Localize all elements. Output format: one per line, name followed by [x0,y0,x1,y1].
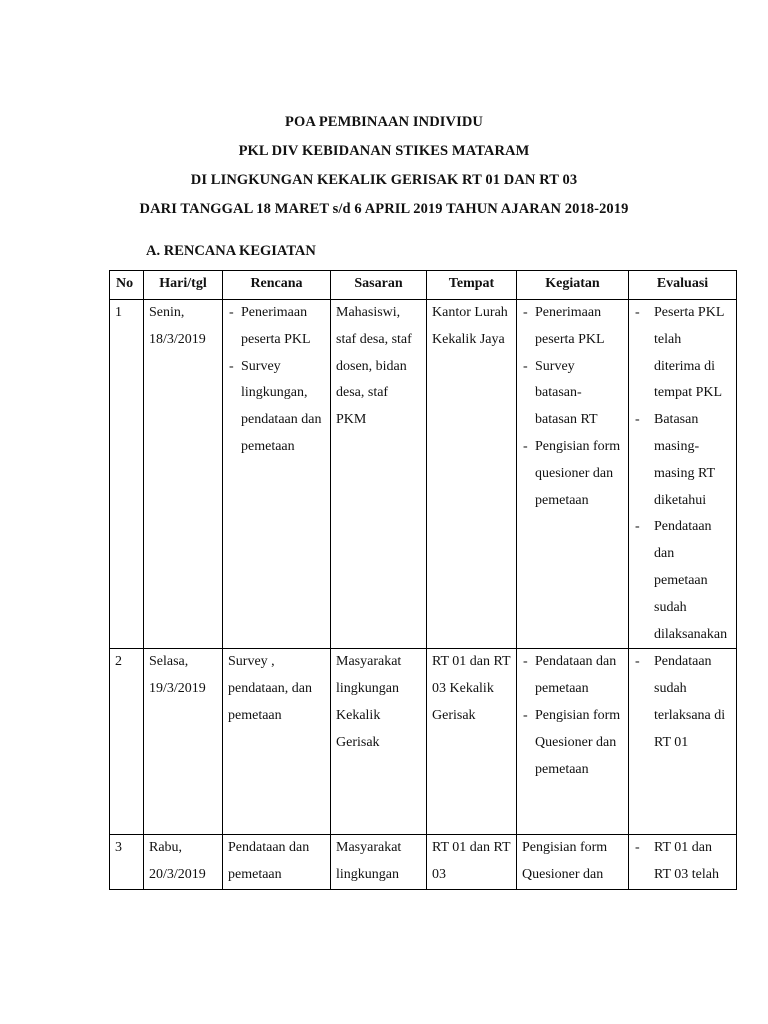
section-heading: A. RENCANA KEGIATAN [146,243,316,259]
cell-evaluasi [629,835,737,890]
cell-hari: Senin, 18/3/2019 [144,300,223,649]
cell-tempat: RT 01 dan RT 03 [427,835,517,890]
activity-plan-table [109,270,737,890]
header-tempat: Tempat [427,271,517,300]
list-item: - Penerimaan peserta PKL [228,300,325,354]
title-line-4: DARI TANGGAL 18 MARET s/d 6 APRIL 2019 TAHUN AJARAN 2018-2019 [139,201,629,217]
table-row [110,649,737,835]
cell-rencana [223,300,331,649]
list-item: - Survey batasan-batasan RT [522,354,623,434]
header-rencana: Rencana [223,271,331,300]
list-item: - Pendataan dan pemetaan [522,649,623,703]
document-title-block [0,108,768,224]
cell-evaluasi [629,300,737,649]
cell-kegiatan [517,649,629,835]
cell-no: 2 [110,649,144,835]
list-item: - RT 01 dan RT 03 telah [634,835,731,889]
header-evaluasi: Evaluasi [629,271,737,300]
cell-sasaran: Masyarakat lingkungan Kekalik Gerisak [331,649,427,835]
list-item: - Survey lingkungan, pendataan dan pemetaan [228,354,325,461]
list-item: - Pendataan dan pemetaan sudah dilaksanakan [634,514,731,648]
list-item: - Pengisian form quesioner dan pemetaan [522,434,623,514]
cell-kegiatan: Pengisian form Quesioner dan [517,835,629,890]
title-line-2: PKL DIV KEBIDANAN STIKES MATARAM [238,143,530,159]
cell-sasaran: Mahasiswi, staf desa, staf dosen, bidan desa, staf PKM [331,300,427,649]
list-item: - Penerimaan peserta PKL [522,300,623,354]
cell-no: 1 [110,300,144,649]
cell-rencana: Survey , pendataan, dan pemetaan [223,649,331,835]
cell-tempat: RT 01 dan RT 03 Kekalik Gerisak [427,649,517,835]
list-item: - Pendataan sudah terlaksana di RT 01 [634,649,731,756]
cell-rencana: Pendataan dan pemetaan [223,835,331,890]
cell-hari: Selasa, 19/3/2019 [144,649,223,835]
table-header-row [110,271,737,300]
table-row [110,300,737,649]
cell-tempat: Kantor Lurah Kekalik Jaya [427,300,517,649]
table-row [110,835,737,890]
cell-evaluasi [629,649,737,835]
cell-no: 3 [110,835,144,890]
list-item: - Pengisian form Quesioner dan pemetaan [522,703,623,783]
header-kegiatan: Kegiatan [517,271,629,300]
title-line-1: POA PEMBINAAN INDIVIDU [285,114,483,130]
cell-kegiatan [517,300,629,649]
cell-sasaran: Masyarakat lingkungan [331,835,427,890]
list-item: - Batasan masing-masing RT diketahui [634,407,731,514]
list-item: - Peserta PKL telah diterima di tempat PKL [634,300,731,407]
header-no: No [110,271,144,300]
cell-hari: Rabu, 20/3/2019 [144,835,223,890]
title-line-3: DI LINGKUNGAN KEKALIK GERISAK RT 01 DAN RT 03 [190,172,578,188]
header-sasaran: Sasaran [331,271,427,300]
header-hari-tgl: Hari/tgl [144,271,223,300]
